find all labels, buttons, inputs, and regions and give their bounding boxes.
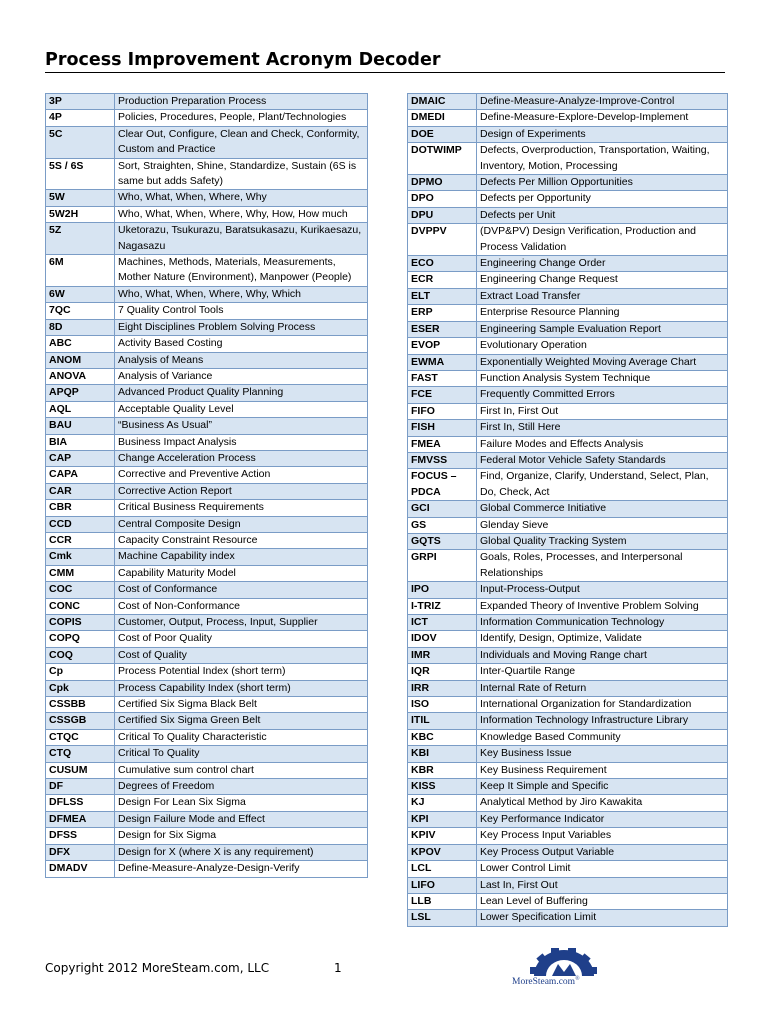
- acronym-cell: Cp: [46, 664, 115, 680]
- meaning-cell: Extract Load Transfer: [477, 288, 728, 304]
- table-row: [408, 175, 728, 191]
- meaning-cell: Defects per Opportunity: [477, 191, 728, 207]
- meaning-cell: Design for X (where X is any requirement): [115, 844, 368, 860]
- meaning-cell: Input-Process-Output: [477, 582, 728, 598]
- table-row: [408, 110, 728, 126]
- table-row: [408, 598, 728, 614]
- acronym-cell: LSL: [408, 910, 477, 926]
- meaning-cell: Customer, Output, Process, Input, Supplier: [115, 615, 368, 631]
- acronym-cell: ECR: [408, 272, 477, 288]
- acronym-cell: CONC: [46, 598, 115, 614]
- meaning-cell: Key Process Output Variable: [477, 844, 728, 860]
- meaning-cell: Production Preparation Process: [115, 94, 368, 110]
- acronym-cell: 5W: [46, 190, 115, 206]
- table-row: [46, 516, 368, 532]
- table-row: [408, 811, 728, 827]
- meaning-cell: Cost of Conformance: [115, 582, 368, 598]
- acronym-cell: ECO: [408, 256, 477, 272]
- acronym-cell: KISS: [408, 779, 477, 795]
- acronym-cell: 5Z: [46, 223, 115, 255]
- page-title: Process Improvement Acronym Decoder: [45, 50, 441, 70]
- meaning-cell: Defects per Unit: [477, 207, 728, 223]
- meaning-cell: Who, What, When, Where, Why, How, How much: [115, 206, 368, 222]
- acronym-cell: ANOVA: [46, 368, 115, 384]
- table-row: [46, 206, 368, 222]
- meaning-cell: Key Business Requirement: [477, 762, 728, 778]
- table-row: [408, 143, 728, 175]
- meaning-cell: Business Impact Analysis: [115, 434, 368, 450]
- table-row: [408, 207, 728, 223]
- acronym-cell: EVOP: [408, 338, 477, 354]
- acronym-cell: ESER: [408, 321, 477, 337]
- table-row: [408, 844, 728, 860]
- acronym-cell: CBR: [46, 500, 115, 516]
- meaning-cell: Machines, Methods, Materials, Measurements, Mother Nature (Environment), Manpower (People): [115, 255, 368, 287]
- table-row: [46, 680, 368, 696]
- acronym-cell: DFMEA: [46, 811, 115, 827]
- table-row: [46, 532, 368, 548]
- table-row: [46, 811, 368, 827]
- table-row: [46, 729, 368, 745]
- table-row: [46, 598, 368, 614]
- acronym-cell: CAPA: [46, 467, 115, 483]
- acronym-cell: GQTS: [408, 533, 477, 549]
- acronym-cell: BAU: [46, 418, 115, 434]
- table-row: [46, 255, 368, 287]
- table-row: [408, 403, 728, 419]
- acronym-cell: ABC: [46, 336, 115, 352]
- meaning-cell: Who, What, When, Where, Why, Which: [115, 286, 368, 302]
- meaning-cell: Design of Experiments: [477, 126, 728, 142]
- acronym-cell: APQP: [46, 385, 115, 401]
- acronym-cell: 4P: [46, 110, 115, 126]
- table-row: [408, 828, 728, 844]
- table-row: [46, 352, 368, 368]
- meaning-cell: Who, What, When, Where, Why: [115, 190, 368, 206]
- meaning-cell: Design for Six Sigma: [115, 828, 368, 844]
- table-row: [46, 450, 368, 466]
- acronym-cell: COPIS: [46, 615, 115, 631]
- meaning-cell: Key Business Issue: [477, 746, 728, 762]
- meaning-cell: Policies, Procedures, People, Plant/Technologies: [115, 110, 368, 126]
- table-row: [408, 387, 728, 403]
- acronym-cell: FIFO: [408, 403, 477, 419]
- meaning-cell: Define-Measure-Analyze-Design-Verify: [115, 861, 368, 877]
- meaning-cell: Lean Level of Buffering: [477, 893, 728, 909]
- meaning-cell: Capacity Constraint Resource: [115, 532, 368, 548]
- acronym-cell: LLB: [408, 893, 477, 909]
- acronym-cell: EWMA: [408, 354, 477, 370]
- table-row: [408, 615, 728, 631]
- table-row: [408, 746, 728, 762]
- acronym-cell: 5C: [46, 126, 115, 158]
- meaning-cell: First In, First Out: [477, 403, 728, 419]
- acronym-cell: LIFO: [408, 877, 477, 893]
- meaning-cell: Individuals and Moving Range chart: [477, 647, 728, 663]
- meaning-cell: “Business As Usual”: [115, 418, 368, 434]
- acronym-cell: FAST: [408, 370, 477, 386]
- meaning-cell: Cost of Quality: [115, 647, 368, 663]
- meaning-cell: Process Capability Index (short term): [115, 680, 368, 696]
- acronym-cell: KBR: [408, 762, 477, 778]
- acronym-cell: ELT: [408, 288, 477, 304]
- meaning-cell: Enterprise Resource Planning: [477, 305, 728, 321]
- table-row: [46, 110, 368, 126]
- acronym-cell: FMVSS: [408, 452, 477, 468]
- acronym-cell: KPIV: [408, 828, 477, 844]
- acronym-cell: 3P: [46, 94, 115, 110]
- acronym-cell: 6W: [46, 286, 115, 302]
- acronym-cell: DF: [46, 779, 115, 795]
- acronym-cell: IPO: [408, 582, 477, 598]
- meaning-cell: 7 Quality Control Tools: [115, 303, 368, 319]
- table-row: [408, 94, 728, 110]
- moresteam-logo-gear-icon: [514, 946, 614, 998]
- table-row: [408, 469, 728, 501]
- acronym-cell: IQR: [408, 664, 477, 680]
- table-row: [46, 828, 368, 844]
- meaning-cell: Inter-Quartile Range: [477, 664, 728, 680]
- acronym-cell: CSSGB: [46, 713, 115, 729]
- meaning-cell: Design For Lean Six Sigma: [115, 795, 368, 811]
- table-row: [46, 582, 368, 598]
- acronym-cell: CCR: [46, 532, 115, 548]
- copyright-text: Copyright 2012 MoreSteam.com, LLC: [45, 961, 270, 975]
- table-row: [408, 420, 728, 436]
- meaning-cell: Global Quality Tracking System: [477, 533, 728, 549]
- meaning-cell: Engineering Change Request: [477, 272, 728, 288]
- meaning-cell: Keep It Simple and Specific: [477, 779, 728, 795]
- acronym-cell: BIA: [46, 434, 115, 450]
- table-row: [46, 223, 368, 255]
- acronym-cell: 8D: [46, 319, 115, 335]
- meaning-cell: Change Acceleration Process: [115, 450, 368, 466]
- meaning-cell: Degrees of Freedom: [115, 779, 368, 795]
- meaning-cell: Cumulative sum control chart: [115, 762, 368, 778]
- table-row: [46, 336, 368, 352]
- acronym-cell: IMR: [408, 647, 477, 663]
- acronym-cell: ANOM: [46, 352, 115, 368]
- acronym-cell: 5W2H: [46, 206, 115, 222]
- table-row: [408, 354, 728, 370]
- table-row: [46, 565, 368, 581]
- meaning-cell: Corrective and Preventive Action: [115, 467, 368, 483]
- acronym-cell: DMEDI: [408, 110, 477, 126]
- acronym-cell: CUSUM: [46, 762, 115, 778]
- meaning-cell: Define-Measure-Explore-Develop-Implement: [477, 110, 728, 126]
- meaning-cell: International Organization for Standardization: [477, 697, 728, 713]
- acronym-cell: FCE: [408, 387, 477, 403]
- table-row: [46, 368, 368, 384]
- acronym-cell: DPO: [408, 191, 477, 207]
- meaning-cell: Information Communication Technology: [477, 615, 728, 631]
- acronym-cell: DFSS: [46, 828, 115, 844]
- meaning-cell: Evolutionary Operation: [477, 338, 728, 354]
- meaning-cell: Identify, Design, Optimize, Validate: [477, 631, 728, 647]
- table-row: [46, 697, 368, 713]
- table-row: [408, 517, 728, 533]
- acronym-cell: CTQ: [46, 746, 115, 762]
- meaning-cell: Global Commerce Initiative: [477, 501, 728, 517]
- acronym-cell: CCD: [46, 516, 115, 532]
- meaning-cell: Frequently Committed Errors: [477, 387, 728, 403]
- meaning-cell: Certified Six Sigma Black Belt: [115, 697, 368, 713]
- meaning-cell: Lower Control Limit: [477, 861, 728, 877]
- table-row: [408, 224, 728, 256]
- acronym-cell: Cpk: [46, 680, 115, 696]
- table-row: [46, 500, 368, 516]
- table-row: [46, 401, 368, 417]
- meaning-cell: Find, Organize, Clarify, Understand, Select, Plan, Do, Check, Act: [477, 469, 728, 501]
- meaning-cell: Engineering Sample Evaluation Report: [477, 321, 728, 337]
- acronym-cell: CTQC: [46, 729, 115, 745]
- meaning-cell: Knowledge Based Community: [477, 729, 728, 745]
- table-row: [408, 779, 728, 795]
- table-row: [408, 370, 728, 386]
- table-row: [408, 680, 728, 696]
- title-rule: [45, 72, 725, 73]
- meaning-cell: Uketorazu, Tsukurazu, Baratsukasazu, Kurikaesazu, Nagasazu: [115, 223, 368, 255]
- meaning-cell: Advanced Product Quality Planning: [115, 385, 368, 401]
- logo-wordmark: [512, 976, 580, 987]
- table-row: [408, 664, 728, 680]
- meaning-cell: Clear Out, Configure, Clean and Check, Conformity, Custom and Practice: [115, 126, 368, 158]
- table-row: [408, 893, 728, 909]
- meaning-cell: Eight Disciplines Problem Solving Process: [115, 319, 368, 335]
- table-row: [408, 697, 728, 713]
- page-number: 1: [334, 961, 342, 975]
- acronym-cell: COQ: [46, 647, 115, 663]
- meaning-cell: Glenday Sieve: [477, 517, 728, 533]
- table-row: [46, 158, 368, 190]
- meaning-cell: Exponentially Weighted Moving Average Chart: [477, 354, 728, 370]
- acronym-cell: KBC: [408, 729, 477, 745]
- meaning-cell: Analysis of Variance: [115, 368, 368, 384]
- table-row: [46, 615, 368, 631]
- table-row: [46, 94, 368, 110]
- acronym-cell: DMADV: [46, 861, 115, 877]
- acronym-cell: AQL: [46, 401, 115, 417]
- table-row: [408, 305, 728, 321]
- meaning-cell: Machine Capability index: [115, 549, 368, 565]
- acronym-cell: CAP: [46, 450, 115, 466]
- table-row: [408, 861, 728, 877]
- meaning-cell: Critical To Quality: [115, 746, 368, 762]
- table-row: [46, 549, 368, 565]
- acronym-table-left: [45, 93, 368, 878]
- acronym-cell: GS: [408, 517, 477, 533]
- meaning-cell: (DVP&PV) Design Verification, Production and Process Validation: [477, 224, 728, 256]
- table-row: [408, 762, 728, 778]
- acronym-cell: COPQ: [46, 631, 115, 647]
- acronym-cell: 7QC: [46, 303, 115, 319]
- acronym-cell: ISO: [408, 697, 477, 713]
- table-row: [46, 647, 368, 663]
- table-row: [408, 452, 728, 468]
- acronym-cell: FISH: [408, 420, 477, 436]
- meaning-cell: Key Process Input Variables: [477, 828, 728, 844]
- table-row: [46, 418, 368, 434]
- table-row: [46, 286, 368, 302]
- acronym-cell: DFX: [46, 844, 115, 860]
- acronym-cell: KPI: [408, 811, 477, 827]
- acronym-cell: DPMO: [408, 175, 477, 191]
- meaning-cell: Defects Per Million Opportunities: [477, 175, 728, 191]
- logo-text: MoreSteam.com: [512, 977, 576, 988]
- meaning-cell: Expanded Theory of Inventive Problem Solving: [477, 598, 728, 614]
- acronym-cell: LCL: [408, 861, 477, 877]
- acronym-cell: 5S / 6S: [46, 158, 115, 190]
- acronym-cell: ITIL: [408, 713, 477, 729]
- table-row: [408, 910, 728, 926]
- table-row: [408, 126, 728, 142]
- meaning-cell: Key Performance Indicator: [477, 811, 728, 827]
- table-row: [46, 861, 368, 877]
- meaning-cell: Information Technology Infrastructure Library: [477, 713, 728, 729]
- table-row: [46, 762, 368, 778]
- logo-registered-mark: ®: [575, 976, 580, 982]
- meaning-cell: Design Failure Mode and Effect: [115, 811, 368, 827]
- table-row: [46, 303, 368, 319]
- table-row: [408, 582, 728, 598]
- table-row: [46, 385, 368, 401]
- meaning-cell: Activity Based Costing: [115, 336, 368, 352]
- acronym-cell: FMEA: [408, 436, 477, 452]
- table-row: [46, 319, 368, 335]
- meaning-cell: Sort, Straighten, Shine, Standardize, Sustain (6S is same but adds Safety): [115, 158, 368, 190]
- table-row: [408, 795, 728, 811]
- table-row: [408, 877, 728, 893]
- acronym-cell: CSSBB: [46, 697, 115, 713]
- meaning-cell: Defects, Overproduction, Transportation, Waiting, Inventory, Motion, Processing: [477, 143, 728, 175]
- table-row: [408, 729, 728, 745]
- meaning-cell: Federal Motor Vehicle Safety Standards: [477, 452, 728, 468]
- meaning-cell: Function Analysis System Technique: [477, 370, 728, 386]
- table-row: [46, 664, 368, 680]
- table-row: [46, 779, 368, 795]
- table-row: [408, 288, 728, 304]
- acronym-cell: ICT: [408, 615, 477, 631]
- acronym-cell: GRPI: [408, 550, 477, 582]
- table-row: [408, 647, 728, 663]
- acronym-cell: 6M: [46, 255, 115, 287]
- table-row: [408, 533, 728, 549]
- acronym-cell: DFLSS: [46, 795, 115, 811]
- meaning-cell: Failure Modes and Effects Analysis: [477, 436, 728, 452]
- meaning-cell: Analysis of Means: [115, 352, 368, 368]
- table-row: [408, 713, 728, 729]
- acronym-cell: DOE: [408, 126, 477, 142]
- meaning-cell: First In, Still Here: [477, 420, 728, 436]
- meaning-cell: Goals, Roles, Processes, and Interpersonal Relationships: [477, 550, 728, 582]
- table-row: [408, 321, 728, 337]
- meaning-cell: Cost of Poor Quality: [115, 631, 368, 647]
- table-row: [408, 338, 728, 354]
- table-row: [46, 746, 368, 762]
- table-row: [46, 713, 368, 729]
- meaning-cell: Engineering Change Order: [477, 256, 728, 272]
- table-row: [46, 631, 368, 647]
- table-row: [408, 256, 728, 272]
- table-row: [46, 190, 368, 206]
- table-row: [408, 631, 728, 647]
- meaning-cell: Cost of Non-Conformance: [115, 598, 368, 614]
- acronym-cell: COC: [46, 582, 115, 598]
- acronym-cell: IRR: [408, 680, 477, 696]
- table-row: [46, 467, 368, 483]
- acronym-cell: GCI: [408, 501, 477, 517]
- acronym-cell: KPOV: [408, 844, 477, 860]
- acronym-cell: DOTWIMP: [408, 143, 477, 175]
- acronym-cell: DMAIC: [408, 94, 477, 110]
- acronym-cell: Cmk: [46, 549, 115, 565]
- acronym-cell: KJ: [408, 795, 477, 811]
- acronym-cell: KBI: [408, 746, 477, 762]
- meaning-cell: Acceptable Quality Level: [115, 401, 368, 417]
- meaning-cell: Central Composite Design: [115, 516, 368, 532]
- table-row: [46, 844, 368, 860]
- meaning-cell: Analytical Method by Jiro Kawakita: [477, 795, 728, 811]
- acronym-table-right: [407, 93, 728, 927]
- meaning-cell: Certified Six Sigma Green Belt: [115, 713, 368, 729]
- meaning-cell: Process Potential Index (short term): [115, 664, 368, 680]
- meaning-cell: Capability Maturity Model: [115, 565, 368, 581]
- table-row: [46, 483, 368, 499]
- meaning-cell: Lower Specification Limit: [477, 910, 728, 926]
- meaning-cell: Define-Measure-Analyze-Improve-Control: [477, 94, 728, 110]
- acronym-cell: I-TRIZ: [408, 598, 477, 614]
- meaning-cell: Internal Rate of Return: [477, 680, 728, 696]
- meaning-cell: Critical Business Requirements: [115, 500, 368, 516]
- table-row: [408, 501, 728, 517]
- meaning-cell: Critical To Quality Characteristic: [115, 729, 368, 745]
- table-row: [46, 126, 368, 158]
- meaning-cell: Corrective Action Report: [115, 483, 368, 499]
- acronym-cell: IDOV: [408, 631, 477, 647]
- table-row: [408, 550, 728, 582]
- acronym-cell: CMM: [46, 565, 115, 581]
- table-row: [46, 434, 368, 450]
- meaning-cell: Last In, First Out: [477, 877, 728, 893]
- acronym-cell: CAR: [46, 483, 115, 499]
- acronym-cell: FOCUS – PDCA: [408, 469, 477, 501]
- table-row: [408, 272, 728, 288]
- table-row: [408, 191, 728, 207]
- table-row: [46, 795, 368, 811]
- acronym-cell: DPU: [408, 207, 477, 223]
- acronym-cell: ERP: [408, 305, 477, 321]
- table-row: [408, 436, 728, 452]
- acronym-cell: DVPPV: [408, 224, 477, 256]
